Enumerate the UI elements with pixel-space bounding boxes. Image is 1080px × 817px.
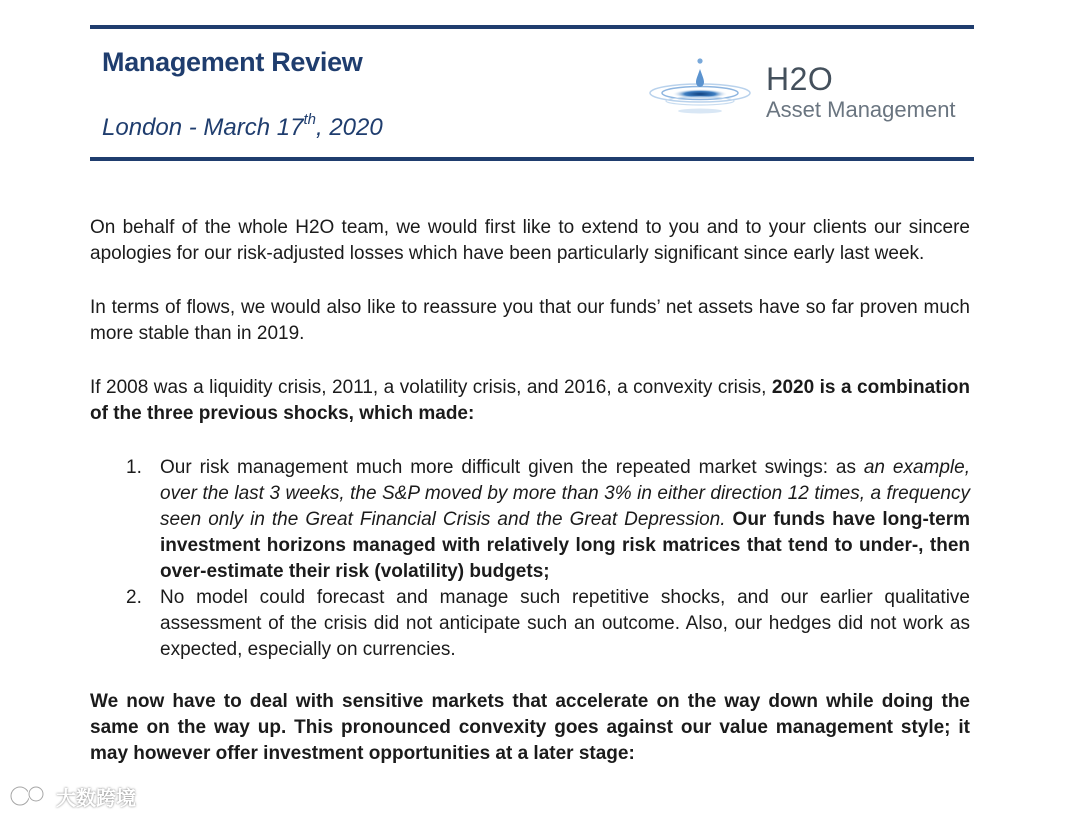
- paragraph-crisis-text: If 2008 was a liquidity crisis, 2011, a volatility crisis, and 2016, a convexity crisis,: [90, 377, 772, 398]
- logo-name: H2O: [766, 61, 834, 97]
- list-item: [90, 585, 970, 663]
- header-bottom-rule: [90, 157, 974, 161]
- consequences-list: [90, 455, 970, 663]
- paragraph-apology: On behalf of the whole H2O team, we would first like to extend to you and to your clients our sincere apologies for our risk-adjusted losses which have been particularly significant since early last week.: [90, 217, 970, 264]
- list-item-number: 2.: [126, 587, 142, 608]
- page-title: Management Review: [102, 47, 363, 77]
- list-item-example: an example, over the last 3 weeks, the S&P moved by more than 3% in either direction 12 times, a frequency seen only in the Great Financial Crisis and the Great Depression.: [160, 457, 970, 530]
- paragraph-crisis: [90, 375, 970, 427]
- list-item-text: Our risk management much more difficult given the repeated market swings: as: [160, 457, 864, 478]
- letter-body: [90, 215, 970, 791]
- subtitle-ordinal: th: [303, 111, 316, 128]
- list-item-emphasis: Our funds have long-term investment horizons managed with relatively long risk matrices that tend to under-, then over-estimate their risk (volatility) budgets;: [160, 509, 970, 582]
- header-top-rule: [90, 25, 974, 29]
- paragraph-flows: In terms of flows, we would also like to reassure you that our funds’ net assets have so far proven much more stable than in 2019.: [90, 297, 970, 344]
- watermark: [8, 778, 136, 814]
- company-logo: [648, 55, 978, 135]
- logo-subtitle: Asset Management: [766, 97, 956, 122]
- list-item-number: 1.: [126, 457, 142, 478]
- paragraph-outlook: We now have to deal with sensitive markets that accelerate on the way down while doing the same on the way up. This pronounced convexity goes against our value management style; it may however offer investment opportunities at a later stage:: [90, 691, 970, 764]
- list-item-text: No model could forecast and manage such repetitive shocks, and our earlier qualitative assessment of the crisis did not anticipate such an outcome. Also, our hedges did not work as expected, especially on currencies.: [160, 587, 970, 660]
- water-drop-icon: [648, 55, 760, 127]
- watermark-text: 大数跨境: [56, 787, 136, 810]
- subtitle-year: , 2020: [315, 114, 383, 141]
- paragraph-crisis-emphasis: 2020 is a combination of the three previous shocks, which made:: [90, 377, 970, 424]
- list-item: [90, 455, 970, 585]
- watermark-logo-icon: [8, 781, 50, 811]
- subtitle-location-date: London - March 17: [102, 114, 304, 141]
- page-subtitle: [102, 113, 383, 142]
